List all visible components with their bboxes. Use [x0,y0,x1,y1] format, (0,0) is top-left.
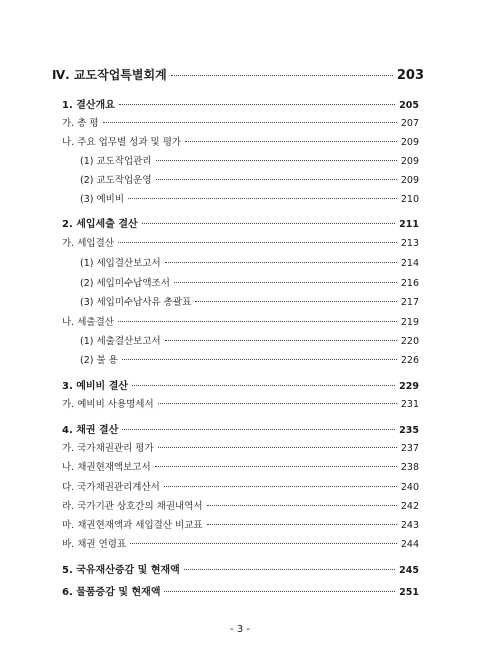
toc-entry-label: 나. 세출결산 [62,317,114,328]
toc-entry [80,275,419,289]
dot-leader [185,141,397,142]
toc-entry [62,96,419,111]
toc-entry-page: 205 [399,100,419,111]
toc-entry [62,498,419,512]
toc-entry-label: (3) 예비비 [80,194,125,205]
toc-entry-page: 235 [399,425,419,436]
toc-entry [80,153,419,167]
toc-entry-page: 231 [400,399,419,410]
toc-entry-label: 3. 예비비 결산 [62,381,129,392]
toc-entry-label: (2) 불 용 [80,355,118,366]
toc-entry-page: 219 [400,317,419,328]
toc-entry-page: 226 [400,355,419,366]
dot-leader [156,179,397,180]
toc-entry [62,421,419,436]
toc-entry [80,333,419,347]
toc-entry-page: 244 [400,539,419,550]
toc-entry [62,479,419,493]
toc-entry [62,396,419,410]
toc-entry-page: 245 [399,565,419,576]
dot-leader [156,160,397,161]
toc-entry-label: 나. 채권현재액보고서 [62,462,151,473]
dot-leader [158,403,397,404]
toc-entry-page: 211 [399,219,419,230]
toc-entry-label: 가. 국가채권관리 평가 [62,443,154,454]
toc-entry-label: 1. 결산개요 [62,100,115,111]
toc-entry-page: 229 [399,381,419,392]
toc-entry [62,134,419,148]
toc-entry-page: 243 [400,520,419,531]
toc-entry-page: 209 [400,137,419,148]
toc-entry-label: (2) 교도작업운영 [80,175,152,186]
toc-entry [62,440,419,454]
dot-leader [155,466,397,467]
toc-entry-label: 바. 채권 연령표 [62,539,127,550]
toc-entry-label: (1) 세입결산보고서 [80,258,161,269]
toc-entry [62,235,419,249]
toc-chapter [52,66,424,83]
toc-entry [62,377,419,392]
toc-entry [62,115,419,129]
toc-entry-page: 207 [400,118,419,129]
toc-entry [80,191,419,205]
toc-entry-label: (3) 세입미수납사유 총괄표 [80,297,192,308]
dot-leader [130,543,397,544]
toc-entry-page: 216 [400,278,419,289]
toc-entry-label: 라. 국가기관 상호간의 채권내역서 [62,501,203,512]
toc-entry-label: 가. 세입결산 [62,238,114,249]
toc-entry [62,314,419,328]
toc-entry-label: 6. 물품증감 및 현재액 [62,587,161,598]
toc-entry-page: 251 [399,587,419,598]
dot-leader [165,340,397,341]
toc-entry-page: 217 [400,297,419,308]
toc-entry [80,294,419,308]
toc-entry [62,561,419,576]
toc-chapter-label: Ⅳ. 교도작업특별회계 [52,68,167,82]
toc-entry [62,459,419,473]
toc-entry [62,536,419,550]
dot-leader [118,242,397,243]
toc-entry-label: 5. 국유재산증감 및 현재액 [62,565,180,576]
dot-leader [103,122,397,123]
toc-entry-label: 4. 채권 결산 [62,425,119,436]
dot-leader [122,429,395,430]
toc-entry-label: 다. 국가채권관리계산서 [62,482,160,493]
dot-leader [132,385,395,386]
toc-entry-page: 240 [400,482,419,493]
dot-leader [119,104,395,105]
toc-entry-label: (2) 세입미수납액조서 [80,278,170,289]
toc-entry-label: 가. 총 평 [62,118,99,129]
toc-entry-page: 210 [400,194,419,205]
toc-entry [80,255,419,269]
toc-entry-page: 220 [400,336,419,347]
dot-leader [164,486,397,487]
dot-leader [195,301,397,302]
toc-entry-page: 213 [400,238,419,249]
dot-leader [207,524,397,525]
toc-entry-label: (1) 교도작업관리 [80,156,152,167]
dot-leader [174,282,397,283]
toc-entry [80,172,419,186]
dot-leader [171,75,393,76]
toc-entry-page: 209 [400,175,419,186]
toc-entry-label: (1) 세출결산보고서 [80,336,161,347]
dot-leader [165,262,397,263]
dot-leader [207,505,397,506]
toc-entry-page: 238 [400,462,419,473]
toc-entry-label: 나. 주요 업무별 성과 및 평가 [62,137,182,148]
dot-leader [158,447,397,448]
toc-entry-label: 2. 세입세출 결산 [62,219,138,230]
toc-chapter-page: 203 [396,68,424,83]
page-number-footer: - 3 - [230,624,250,635]
toc-entry-page: 214 [400,258,419,269]
dot-leader [164,591,395,592]
toc-entry [62,517,419,531]
toc-entry-page: 237 [400,443,419,454]
dot-leader [184,569,395,570]
toc-entry-page: 242 [400,501,419,512]
toc-entry-page: 209 [400,156,419,167]
dot-leader [142,223,395,224]
toc-entry-label: 가. 예비비 사용명세서 [62,399,154,410]
toc-entry-label: 마. 채권현재액과 세입결산 비교표 [62,520,203,531]
dot-leader [128,198,397,199]
toc-entry [80,352,419,366]
dot-leader [118,321,397,322]
toc-entry [62,215,419,230]
toc-entry [62,583,419,598]
dot-leader [122,359,397,360]
